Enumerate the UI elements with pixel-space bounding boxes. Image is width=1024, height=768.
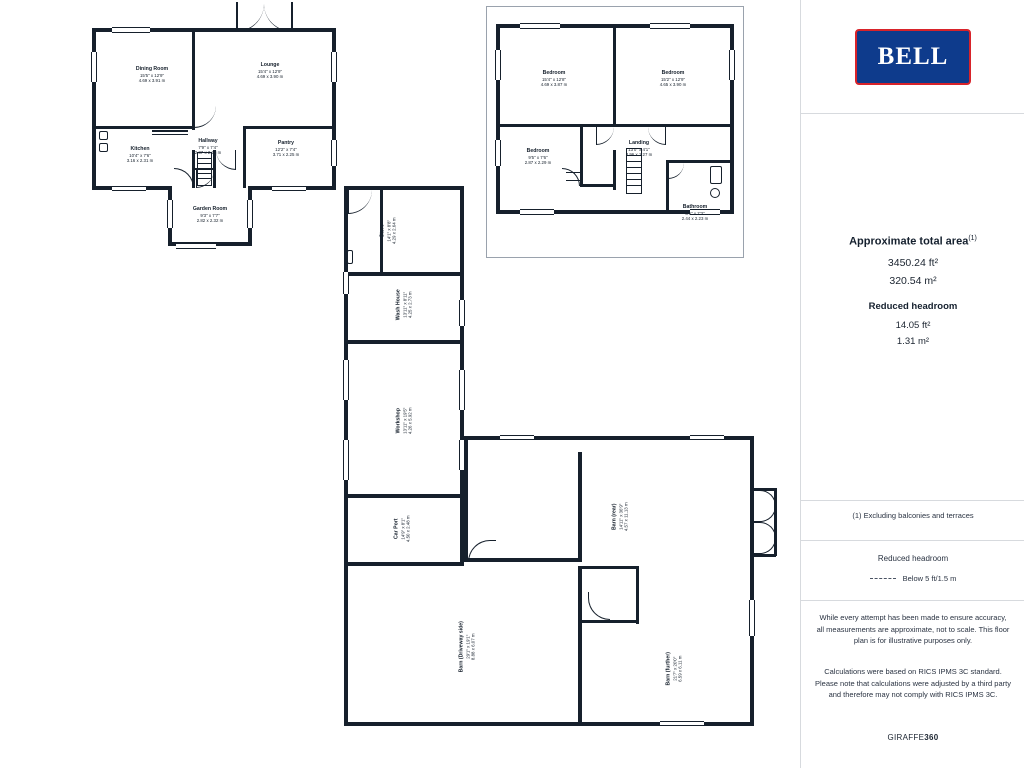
- window: [650, 23, 690, 29]
- room-label-barn-driveway-side: Barn (Driveway side) 29'1" x 19'1" 8.88 x 6.07 m: [458, 621, 476, 673]
- window: [520, 209, 554, 215]
- dashed-line-icon: [870, 578, 896, 579]
- appliance: [99, 131, 108, 140]
- divider: [801, 113, 1024, 114]
- legend-item: [801, 574, 1024, 583]
- room-label-workshop: Workshop 13'11" x 19'5" 4.26 x 5.92 m: [395, 407, 413, 435]
- wall: [636, 566, 639, 624]
- bath-fixture: [710, 166, 722, 184]
- wall: [613, 28, 616, 126]
- toilet-fixture: [710, 188, 720, 198]
- wall: [580, 127, 583, 187]
- staircase: [197, 152, 212, 186]
- reduced-headroom-title: Reduced headroom: [868, 300, 958, 312]
- wall: [754, 554, 776, 557]
- disclaimer-accuracy: While every attempt has been made to ensure accuracy, all measurements are approximate, not to scale. This floor plan is for illustrative purposes only.: [816, 613, 1010, 646]
- wall: [566, 180, 580, 181]
- wall: [291, 2, 293, 30]
- window: [660, 721, 704, 726]
- legend: [801, 554, 1024, 583]
- divider: [801, 600, 1024, 601]
- door-swing: [194, 106, 216, 128]
- wall: [213, 150, 216, 188]
- wall: [578, 452, 582, 562]
- room-label-dining-room: Dining Room 15'5" x 12'9" 4.69 x 3.91 m: [135, 66, 169, 83]
- reduced-headroom-sqm: 1.31 m²: [896, 335, 930, 347]
- logo-badge: [855, 29, 971, 85]
- divider: [801, 500, 1024, 501]
- door-swing: [468, 540, 496, 562]
- wall: [578, 566, 638, 569]
- area-title: Approximate total area: [849, 235, 969, 248]
- door-swing: [754, 490, 776, 522]
- window: [343, 360, 349, 400]
- wall: [578, 566, 582, 722]
- window: [112, 27, 150, 33]
- wall: [236, 2, 238, 30]
- room-label-bedroom-3: Bedroom 9'5" x 7'6" 2.87 x 2.29 m: [524, 148, 552, 165]
- room-label-bedroom-1: Bedroom 15'4" x 12'8" 4.69 x 3.87 m: [540, 70, 568, 87]
- window: [495, 50, 501, 80]
- window: [272, 186, 306, 191]
- room-label-barn-further: Barn (further) 21'7" x 20'0" 6.59 x 6.11 m: [665, 652, 683, 686]
- wall: [243, 126, 246, 188]
- area-sqft: 3450.24 ft²: [887, 256, 939, 269]
- wall: [348, 186, 378, 188]
- room-label-wash-house: Wash House 13'11" x 8'11" 4.25 x 2.73 m: [395, 289, 413, 321]
- wall: [582, 620, 638, 623]
- info-panel: [800, 0, 1024, 768]
- window: [495, 140, 501, 166]
- counter: [152, 130, 188, 132]
- reduced-headroom-sqft: 14.05 ft²: [895, 319, 931, 331]
- door-swing: [174, 168, 194, 188]
- room-label-car-port: Car Port 14'9" x 8'1" 4.50 x 2.48 m: [393, 515, 411, 543]
- window: [690, 435, 724, 440]
- wall: [750, 436, 754, 726]
- brand-suffix: 360: [924, 733, 939, 742]
- room-label-bathroom: Bathroom 8'6" x 7'3" 2.44 x 2.23 m: [681, 204, 709, 221]
- window: [343, 440, 349, 480]
- room-label-store: Store 14'1" x 8'8" 4.29 x 2.64 m: [379, 217, 397, 245]
- window: [247, 200, 253, 228]
- window: [331, 52, 337, 82]
- window: [500, 435, 534, 440]
- room-label-garden-room: Garden Room 9'3" x 7'7" 2.82 x 2.32 m: [192, 206, 228, 223]
- window: [343, 272, 349, 294]
- door-swing: [348, 190, 372, 214]
- window: [729, 50, 735, 80]
- legend-item-label: Below 5 ft/1.5 m: [902, 574, 957, 583]
- window: [331, 140, 337, 166]
- room-label-barn-rear: Barn (rear) 14'11" x 36'9" 4.57 x 11.13 m: [611, 502, 629, 532]
- window: [167, 200, 173, 228]
- wall: [344, 562, 464, 566]
- room-label-lounge: Lounge 15'4" x 12'9" 4.69 x 3.90 m: [256, 62, 284, 79]
- window: [459, 370, 465, 410]
- wall: [96, 126, 195, 129]
- brand-prefix: GIRAFFE: [887, 733, 925, 742]
- room-label-kitchen: Kitchen 10'4" x 7'6" 3.16 x 2.31 m: [126, 146, 154, 163]
- area-title-row: [801, 235, 1024, 248]
- wall: [344, 340, 464, 344]
- footnote: (1) Excluding balconies and terraces: [852, 511, 974, 520]
- legend-title: Reduced headroom: [877, 554, 949, 563]
- area-footnote-marker: (1): [968, 235, 977, 242]
- disclaimer-rics: Calculations were based on RICS IPMS 3C standard. Please note that calculations were adjusted by a third party and therefore may not comply with RICS IPMS 3C.: [815, 667, 1011, 700]
- window: [112, 186, 146, 191]
- wall: [616, 124, 734, 127]
- giraffe360-brand: [801, 733, 1024, 742]
- counter: [152, 134, 188, 135]
- window: [520, 23, 560, 29]
- wall: [243, 126, 336, 129]
- window: [176, 243, 216, 249]
- window: [749, 600, 755, 636]
- room-label-hallway: Hallway 7'9" x 7'4" 2.37 x 2.25 m: [194, 138, 222, 155]
- logo-text: BELL: [877, 42, 949, 70]
- wall: [566, 172, 580, 173]
- window: [91, 52, 97, 82]
- door-swing: [754, 522, 776, 554]
- area-sqm: 320.54 m²: [889, 274, 937, 287]
- room-label-pantry: Pantry 12'2" x 7'4" 3.71 x 2.25 m: [272, 140, 300, 157]
- wall: [464, 436, 468, 562]
- room-label-landing: Landing 13'0" x 4'1" 3.96 x 1.27 m: [625, 140, 653, 157]
- area-summary: [801, 235, 1024, 352]
- fixture: [347, 250, 353, 264]
- room-label-bedroom-2: Bedroom 15'2" x 12'9" 4.65 x 3.90 m: [659, 70, 687, 87]
- door-swing: [588, 592, 610, 620]
- divider: [801, 540, 1024, 541]
- window: [459, 300, 465, 326]
- wall: [580, 184, 616, 187]
- bell-logo: [801, 0, 1024, 113]
